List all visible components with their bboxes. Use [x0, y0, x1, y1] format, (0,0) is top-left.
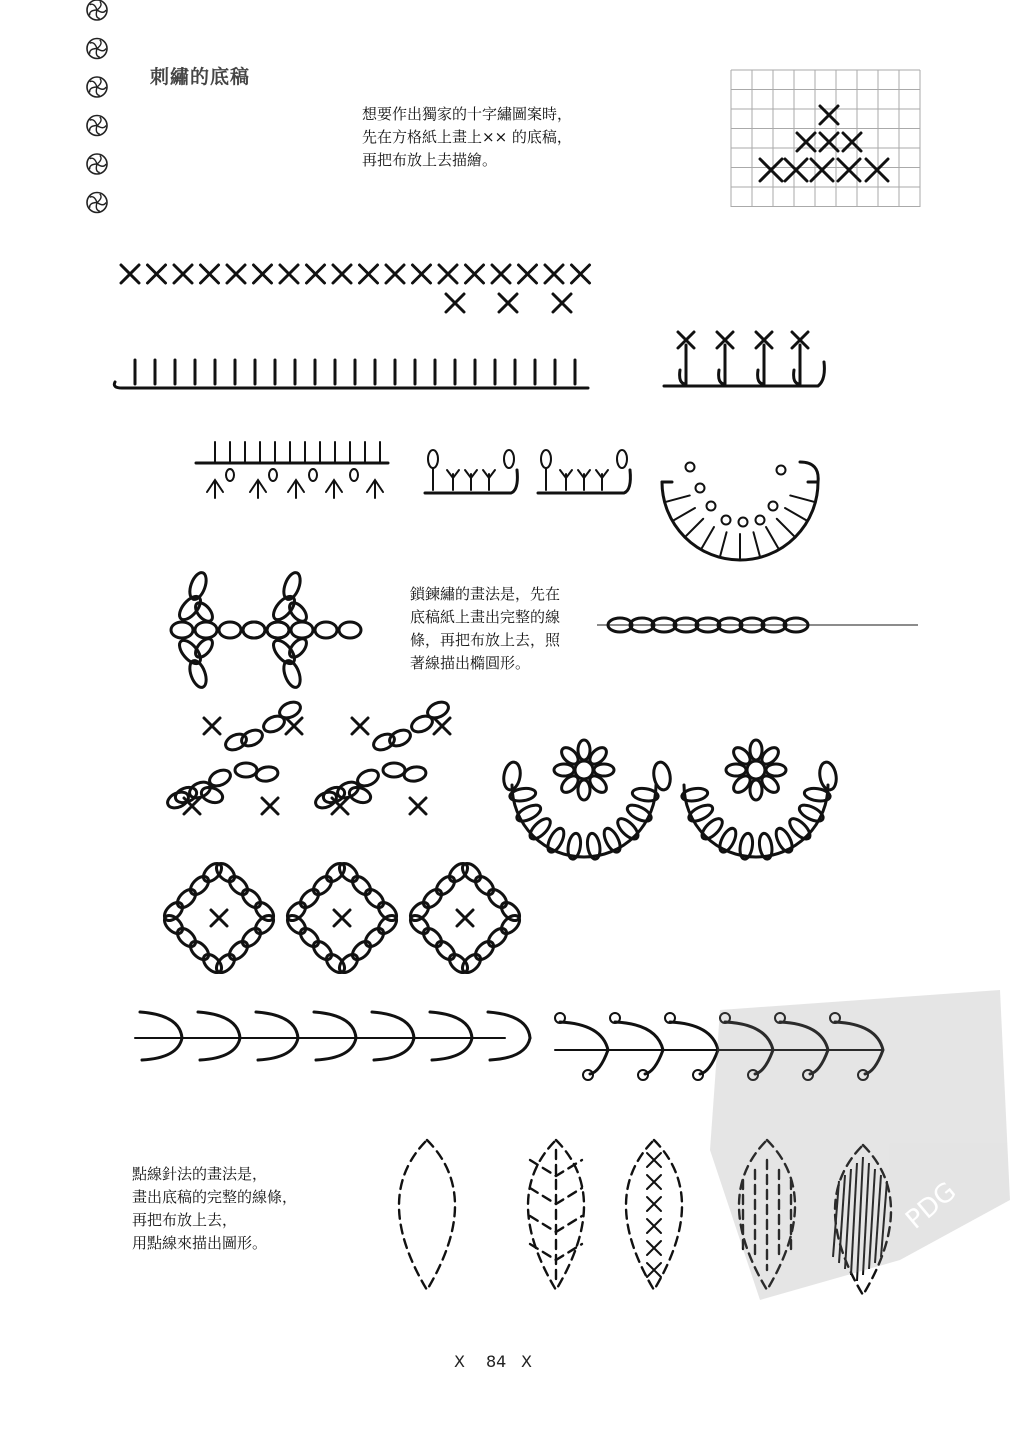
- chain-loop: [284, 899, 309, 924]
- chain-loop: [161, 899, 186, 924]
- cross-mark: [254, 265, 272, 283]
- chain-loop: [433, 873, 458, 898]
- cross-mark: [386, 265, 404, 283]
- cross-mark: [439, 265, 457, 283]
- chain-loop: [174, 886, 199, 911]
- cross-mark: [148, 265, 166, 283]
- cross-mark: [413, 265, 431, 283]
- cross-mark: [286, 718, 302, 734]
- chain-loop: [686, 463, 695, 472]
- chain-loop: [349, 938, 374, 963]
- chain-loop: [594, 764, 614, 776]
- chain-diamond-row: [161, 860, 523, 976]
- chain-loop: [315, 622, 337, 638]
- chain-loop: [239, 886, 264, 911]
- chain-loop: [472, 938, 497, 963]
- lazy-daisy-branch: [171, 570, 361, 689]
- chain-loop: [291, 622, 313, 638]
- page-title: 刺繡的底稿: [150, 66, 251, 88]
- cross-mark: [553, 294, 571, 312]
- chain-loop: [243, 622, 265, 638]
- cross-mark: [334, 910, 350, 926]
- cross-mark: [519, 265, 537, 283]
- blanket-stitch-cross-line: [664, 332, 824, 386]
- chain-loop: [200, 860, 225, 885]
- chain-loop: [472, 873, 497, 898]
- chain-loop: [425, 699, 451, 721]
- blanket-stitch-line: [114, 360, 588, 388]
- chain-loop: [485, 886, 510, 911]
- chain-loop: [504, 450, 514, 468]
- chain-cross-garland: [165, 699, 451, 814]
- chain-loop: [707, 502, 716, 511]
- cross-mark: [760, 159, 782, 181]
- chain-loop: [281, 570, 304, 601]
- chain-loop: [362, 925, 387, 950]
- chain-loop: [239, 727, 265, 749]
- cross-mark: [647, 1241, 661, 1255]
- chain-loop: [387, 727, 413, 749]
- cross-mark: [499, 294, 517, 312]
- flower-scallop-border: [502, 740, 839, 860]
- cross-mark: [227, 265, 245, 283]
- cross-mark: [333, 265, 351, 283]
- chain-loop: [323, 951, 348, 976]
- chain-loop: [174, 925, 199, 950]
- chain-loop: [420, 886, 445, 911]
- chain-loop: [192, 636, 215, 661]
- chain-loop: [485, 925, 510, 950]
- chain-loop: [187, 570, 210, 601]
- chain-loop: [226, 873, 251, 898]
- leaf-outline: [626, 1140, 682, 1290]
- chain-loop: [200, 951, 225, 976]
- chain-loop: [323, 860, 348, 885]
- watermark-stamp: [710, 990, 1010, 1300]
- cross-mark: [204, 718, 220, 734]
- chain-loop: [407, 899, 432, 924]
- chain-loop: [403, 765, 427, 783]
- page-marker-right: X: [521, 1352, 532, 1371]
- chain-stitch-line: [597, 618, 918, 632]
- cross-mark: [545, 265, 563, 283]
- cross-mark: [647, 1197, 661, 1211]
- chain-loop: [339, 622, 361, 638]
- chain-loop: [226, 938, 251, 963]
- cross-mark: [201, 265, 219, 283]
- chain-loop: [171, 622, 193, 638]
- cross-mark: [647, 1175, 661, 1189]
- chain-loop: [696, 484, 705, 493]
- chain-loop: [383, 763, 405, 777]
- chain-loop: [286, 636, 309, 661]
- cross-mark: [647, 1219, 661, 1233]
- chain-loop: [255, 765, 279, 783]
- cross-mark: [121, 265, 139, 283]
- chain-loop: [297, 925, 322, 950]
- chain-loop: [310, 873, 335, 898]
- chain-loop: [554, 764, 574, 776]
- chain-loop: [297, 886, 322, 911]
- chain-loop: [187, 938, 212, 963]
- chain-loop: [498, 912, 523, 937]
- cross-mark: [572, 265, 590, 283]
- chain-loop: [350, 469, 358, 481]
- cross-mark: [457, 910, 473, 926]
- chain-loop: [578, 780, 590, 800]
- chain-loop: [375, 912, 400, 937]
- chain-loop: [777, 466, 786, 475]
- chain-loop: [726, 764, 746, 776]
- cross-mark: [492, 265, 510, 283]
- chain-loop: [195, 622, 217, 638]
- chain-loop: [349, 873, 374, 898]
- cross-stitch-row: [121, 265, 590, 312]
- cross-mark: [434, 718, 450, 734]
- cross-mark: [262, 798, 278, 814]
- cross-stitch-description: 想要作出獨家的十字繡圖案時， 先在方格紙上畫上×× 的底稿， 再把布放上去描繪。: [362, 105, 573, 169]
- chain-loop: [281, 658, 304, 689]
- cross-mark: [647, 1153, 661, 1167]
- page-marker-left: X: [454, 1352, 465, 1371]
- chain-loop: [235, 763, 257, 777]
- chain-loop: [355, 767, 381, 789]
- chain-loop: [769, 502, 778, 511]
- cross-mark: [785, 159, 807, 181]
- cross-mark: [360, 265, 378, 283]
- graph-paper: [731, 70, 920, 207]
- chain-loop: [309, 469, 317, 481]
- chain-loop: [446, 860, 471, 885]
- chain-loop: [739, 518, 748, 527]
- cross-mark: [866, 159, 888, 181]
- chain-loop: [756, 516, 765, 525]
- cross-mark: [174, 265, 192, 283]
- cross-mark: [811, 159, 833, 181]
- chain-loop: [446, 951, 471, 976]
- cross-mark: [307, 265, 325, 283]
- chain-loop: [267, 622, 289, 638]
- page-number: 84: [486, 1352, 507, 1371]
- chain-loop: [347, 785, 372, 806]
- cross-mark: [466, 265, 484, 283]
- chain-stitch-description: 鎖鍊繡的畫法是，先在 底稿紙上畫出完整的線 條，再把布放上去，照 著線描出橢圓形。: [410, 585, 561, 672]
- cross-mark: [410, 798, 426, 814]
- svg-text:PDG: PDG: [900, 1176, 963, 1236]
- chain-loop: [362, 886, 387, 911]
- cross-mark: [211, 910, 227, 926]
- chain-loop: [269, 469, 277, 481]
- chain-loop: [428, 450, 438, 468]
- chain-loop: [226, 469, 234, 481]
- chain-loop: [252, 912, 277, 937]
- chain-loop: [207, 767, 233, 789]
- chain-loop: [239, 925, 264, 950]
- chain-loop: [192, 600, 215, 625]
- chain-loop: [187, 873, 212, 898]
- chain-loop: [310, 938, 335, 963]
- chain-loop: [578, 740, 590, 760]
- chain-loop: [433, 938, 458, 963]
- cross-mark: [280, 265, 298, 283]
- chain-loop: [617, 450, 627, 468]
- chain-loop: [219, 622, 241, 638]
- chain-loop: [199, 785, 224, 806]
- dotted-stitch-description: 點線針法的畫法是， 畫出底稿的完整的線條， 再把布放上去， 用點線來描出圖形。: [132, 1165, 298, 1252]
- half-circle-motif: [662, 462, 818, 560]
- cross-mark: [352, 718, 368, 734]
- chain-loop: [277, 699, 303, 721]
- chain-loop: [286, 600, 309, 625]
- cross-mark: [446, 294, 464, 312]
- chain-loop: [750, 740, 762, 760]
- chain-loop: [722, 516, 731, 525]
- cross-mark: [647, 1263, 661, 1277]
- feather-stitch-motif: [196, 442, 630, 498]
- fly-stitch-row: [135, 1012, 530, 1060]
- leaf-outline: [399, 1140, 455, 1290]
- chain-loop: [187, 658, 210, 689]
- chain-loop: [420, 925, 445, 950]
- chain-loop: [541, 450, 551, 468]
- chain-loop: [766, 764, 786, 776]
- chain-loop: [750, 780, 762, 800]
